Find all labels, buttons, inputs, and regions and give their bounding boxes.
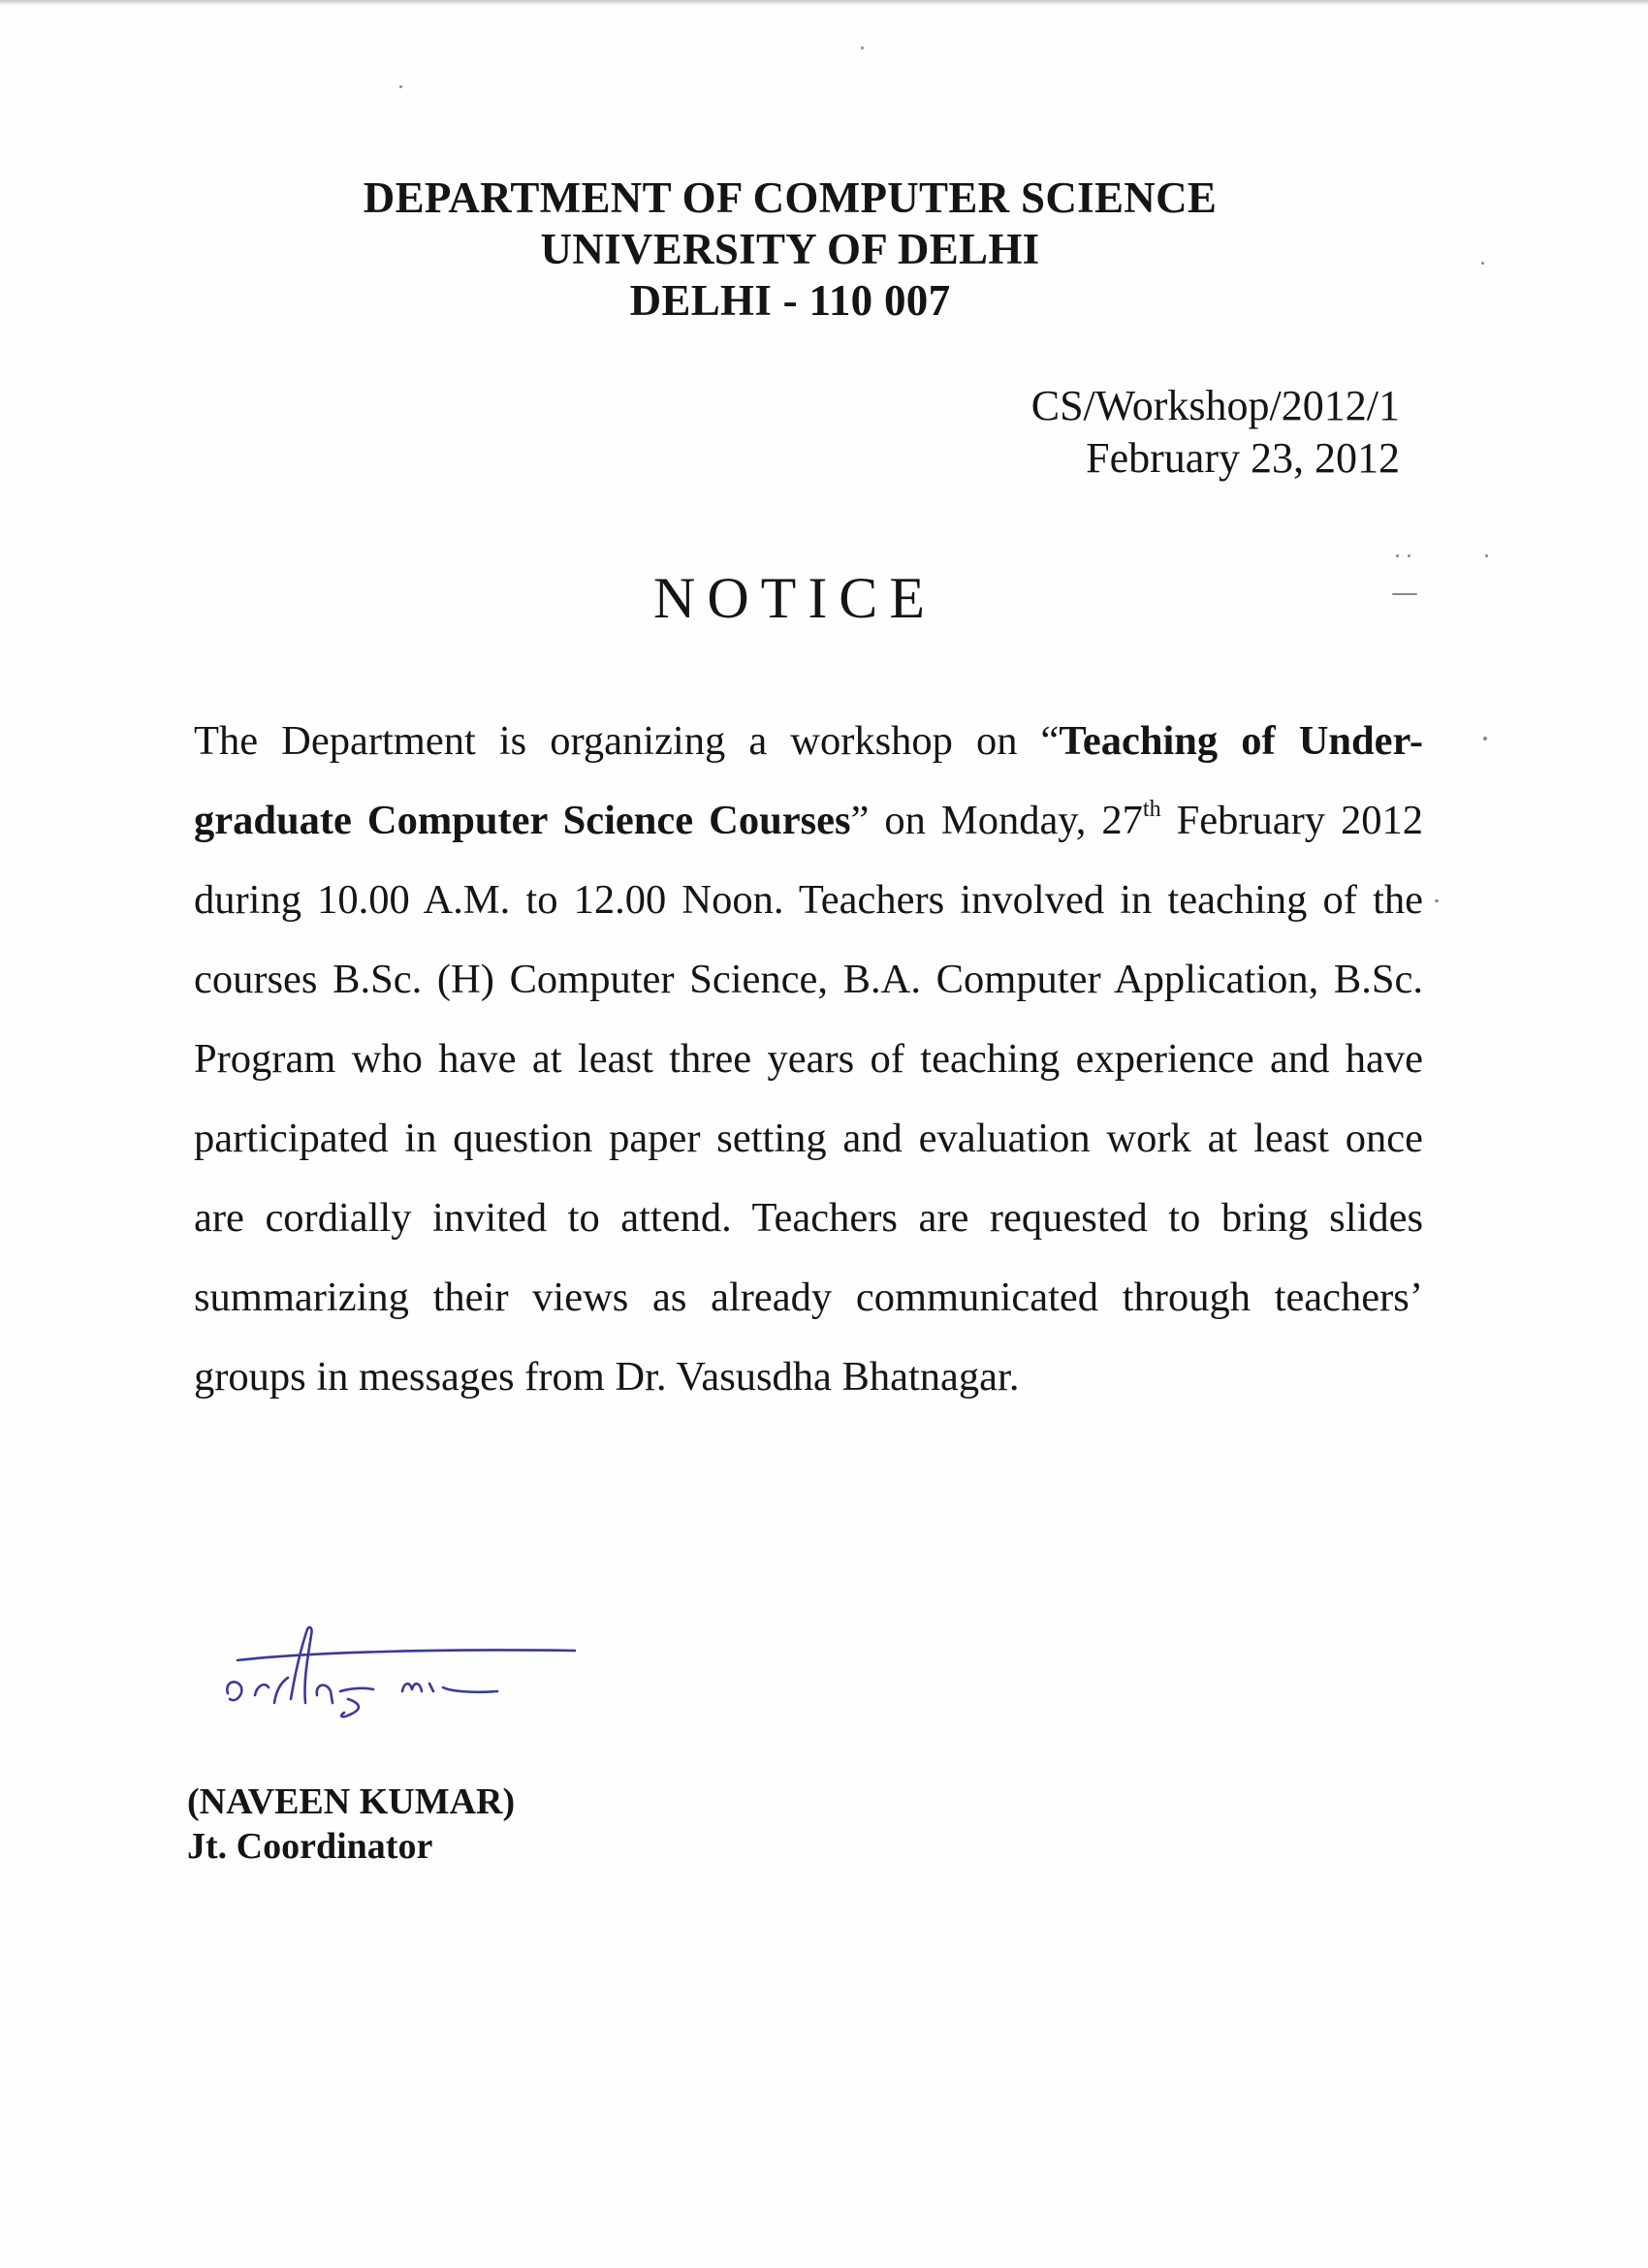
- scan-speck: [1435, 899, 1439, 902]
- ordinal-suffix: th: [1142, 797, 1161, 822]
- handwritten-signature: [218, 1614, 586, 1740]
- signatory-block: [187, 1780, 515, 1869]
- university-address: DELHI - 110 007: [629, 276, 951, 325]
- notice-title: NOTICE: [653, 566, 936, 630]
- reference-number: CS/Workshop/2012/1: [1030, 382, 1400, 429]
- scan-speck: [861, 47, 864, 49]
- scan-edge-shadow: [0, 0, 1648, 6]
- reference-block: [1031, 380, 1400, 485]
- university-name: UNIVERSITY OF DELHI: [540, 225, 1040, 273]
- letterhead: [291, 173, 1289, 327]
- department-name: DEPARTMENT OF COMPUTER SCIENCE: [363, 173, 1218, 222]
- scan-speck: [1396, 554, 1399, 557]
- signatory-name: (NAVEEN KUMAR): [187, 1781, 516, 1822]
- scan-speck: [1481, 262, 1484, 265]
- scan-speck: [1483, 737, 1487, 740]
- scan-speck: [1408, 554, 1410, 557]
- body-rest: February 2012 during 10.00 A.M. to 12.00 Noon. Teachers involved in teaching of the courses B.Sc. (H) Computer Science, B.A. Computer Application, B.Sc. Program who have at least three years of teaching experience and have participated in question paper setting and evaluation work at least once are cordially invited to attend. Teachers are requested to bring slides summarizing their views as already communicated through teachers’ groups in messages from Dr. Vasusdha Bhatnagar.: [194, 798, 1424, 1400]
- scan-speck: [1392, 593, 1417, 595]
- scan-speck: [1485, 554, 1488, 557]
- body-intro: The Department is organizing a workshop on “: [194, 718, 1060, 764]
- scan-speck: [399, 85, 402, 88]
- body-date-lead: ” on Monday, 27: [850, 798, 1143, 843]
- workshop-title: Teaching of Under-graduate Computer Science Courses: [194, 718, 1423, 843]
- signatory-designation: Jt. Coordinator: [187, 1826, 433, 1867]
- notice-date: February 23, 2012: [1086, 434, 1400, 482]
- notice-body: [194, 702, 1423, 1417]
